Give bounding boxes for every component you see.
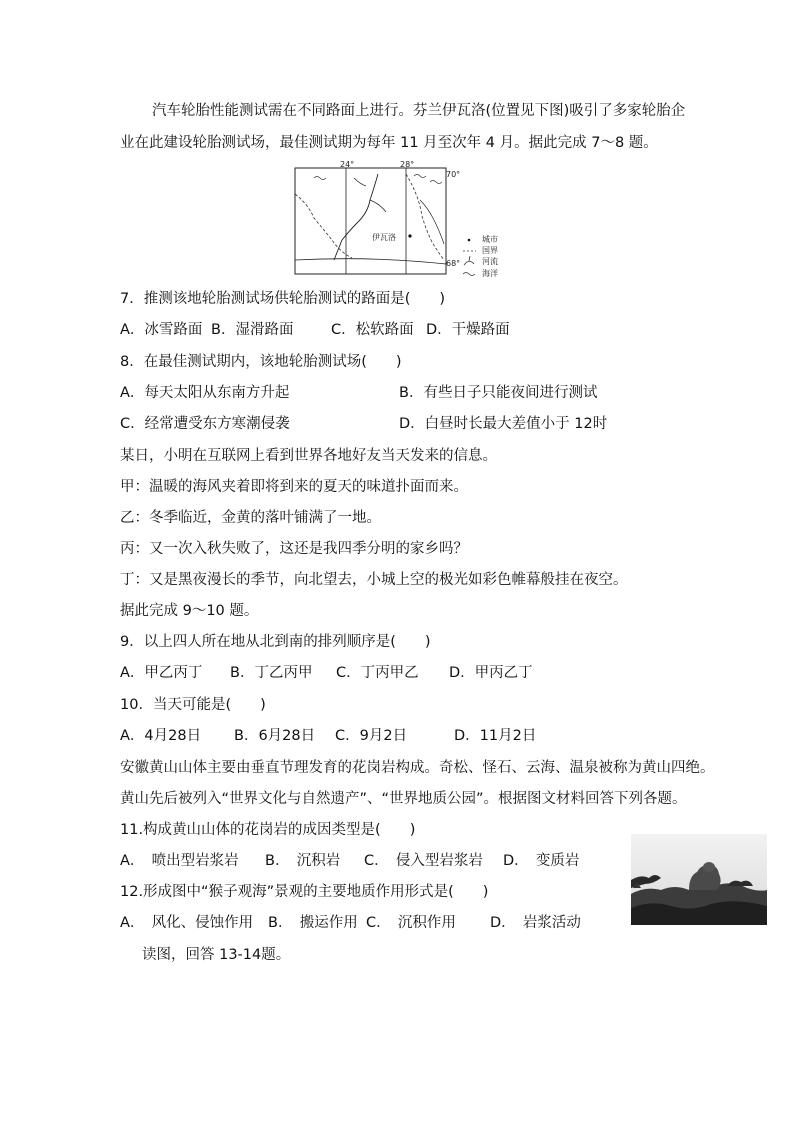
q12-option-d[interactable]: D． 岩浆活动: [490, 915, 581, 931]
q12-stem: 12.形成图中“猴子观海”景观的主要地质作用形式是( ): [120, 884, 489, 900]
monkey-watching-sea-photo: [631, 834, 767, 925]
q8-option-d[interactable]: D．白昼时长最大差值小于 12时: [399, 416, 608, 432]
q9-option-c[interactable]: C．丁丙甲乙: [336, 665, 419, 681]
passage2-jia: 甲：温暖的海风夹着即将到来的夏天的味道扑面而来。: [120, 479, 468, 495]
q12-option-c[interactable]: C． 沉积作用: [366, 915, 456, 931]
q8-option-a[interactable]: A．每天太阳从东南方升起: [120, 385, 290, 401]
q7-stem: 7．推测该地轮胎测试场供轮胎测试的路面是( ): [120, 291, 446, 307]
q11-stem: 11.构成黄山山体的花岗岩的成因类型是( ): [120, 822, 416, 838]
ivalo-city-label: 伊瓦洛: [372, 233, 396, 242]
q9-stem: 9．以上四人所在地从北到南的排列顺序是( ): [120, 634, 431, 650]
closing-line: 读图，回答 13-14题。: [142, 947, 291, 963]
lat-70-label: 70°: [446, 170, 461, 179]
passage2-bing: 丙：又一次入秋失败了，这还是我四季分明的家乡吗？: [120, 541, 468, 557]
q7-option-b[interactable]: B．湿滑路面: [211, 322, 294, 338]
q7-option-a[interactable]: A．冰雪路面: [120, 322, 203, 338]
passage2-yi: 乙：冬季临近，金黄的落叶铺满了一地。: [120, 510, 381, 526]
legend-river-label: 河流: [482, 257, 498, 266]
passage2-intro: 某日，小明在互联网上看到世界各地好友当天发来的信息。: [120, 448, 497, 464]
passage2-close: 据此完成 9～10 题。: [120, 603, 259, 619]
q7-option-c[interactable]: C．松软路面: [331, 322, 414, 338]
q10-option-d[interactable]: D．11月2日: [454, 728, 537, 744]
q9-option-a[interactable]: A．甲乙丙丁: [120, 665, 203, 681]
passage3-line-1: 安徽黄山山体主要由垂直节理发育的花岗岩构成。奇松、怪石、云海、温泉被称为黄山四绝。: [120, 760, 715, 776]
legend-city-label: 城市: [482, 235, 498, 244]
intro-line-2: 业在此建设轮胎测试场，最佳测试期为每年 11 月至次年 4 月。据此完成 7～8 题。: [120, 135, 658, 151]
q9-option-b[interactable]: B．丁乙丙甲: [230, 665, 313, 681]
ivalo-city-marker: [408, 234, 411, 237]
q12-option-b[interactable]: B． 搬运作用: [268, 915, 358, 931]
q11-option-a[interactable]: A． 喷出型岩浆岩: [120, 853, 239, 869]
q11-option-c[interactable]: C． 侵入型岩浆岩: [364, 853, 483, 869]
q10-option-c[interactable]: C．9月2日: [335, 728, 408, 744]
q7-option-d[interactable]: D．干燥路面: [426, 322, 510, 338]
q10-option-a[interactable]: A．4月28日: [120, 728, 202, 744]
q10-stem: 10．当天可能是( ): [120, 697, 266, 713]
passage2-ding: 丁：又是黑夜漫长的季节，向北望去，小城上空的极光如彩色帷幕般挂在夜空。: [120, 572, 628, 588]
q11-option-d[interactable]: D． 变质岩: [503, 853, 580, 869]
intro-line-1: 汽车轮胎性能测试需在不同路面上进行。芬兰伊瓦洛(位置见下图)吸引了多家轮胎企: [152, 103, 686, 119]
q10-option-b[interactable]: B．6月28日: [234, 728, 316, 744]
q8-option-c[interactable]: C．经常遭受东方寒潮侵袭: [120, 416, 290, 432]
lat-68-label: 68°: [446, 259, 461, 268]
ivalo-location-map: [294, 160, 498, 280]
q8-stem: 8．在最佳测试期内，该地轮胎测试场( ): [120, 354, 402, 370]
passage3-line-2: 黄山先后被列入“世界文化与自然遗产”、“世界地质公园”。根据图文材料回答下列各题。: [120, 791, 687, 807]
lon-28-label: 28°: [400, 160, 415, 169]
q12-option-a[interactable]: A． 风化、侵蚀作用: [120, 915, 254, 931]
legend-ocean-label: 海洋: [482, 269, 498, 278]
legend-border-label: 国界: [482, 246, 498, 255]
q11-option-b[interactable]: B． 沉积岩: [265, 853, 341, 869]
q9-option-d[interactable]: D．甲丙乙丁: [449, 665, 533, 681]
lon-24-label: 24°: [340, 160, 355, 169]
q8-option-b[interactable]: B．有些日子只能夜间进行测试: [399, 385, 598, 401]
